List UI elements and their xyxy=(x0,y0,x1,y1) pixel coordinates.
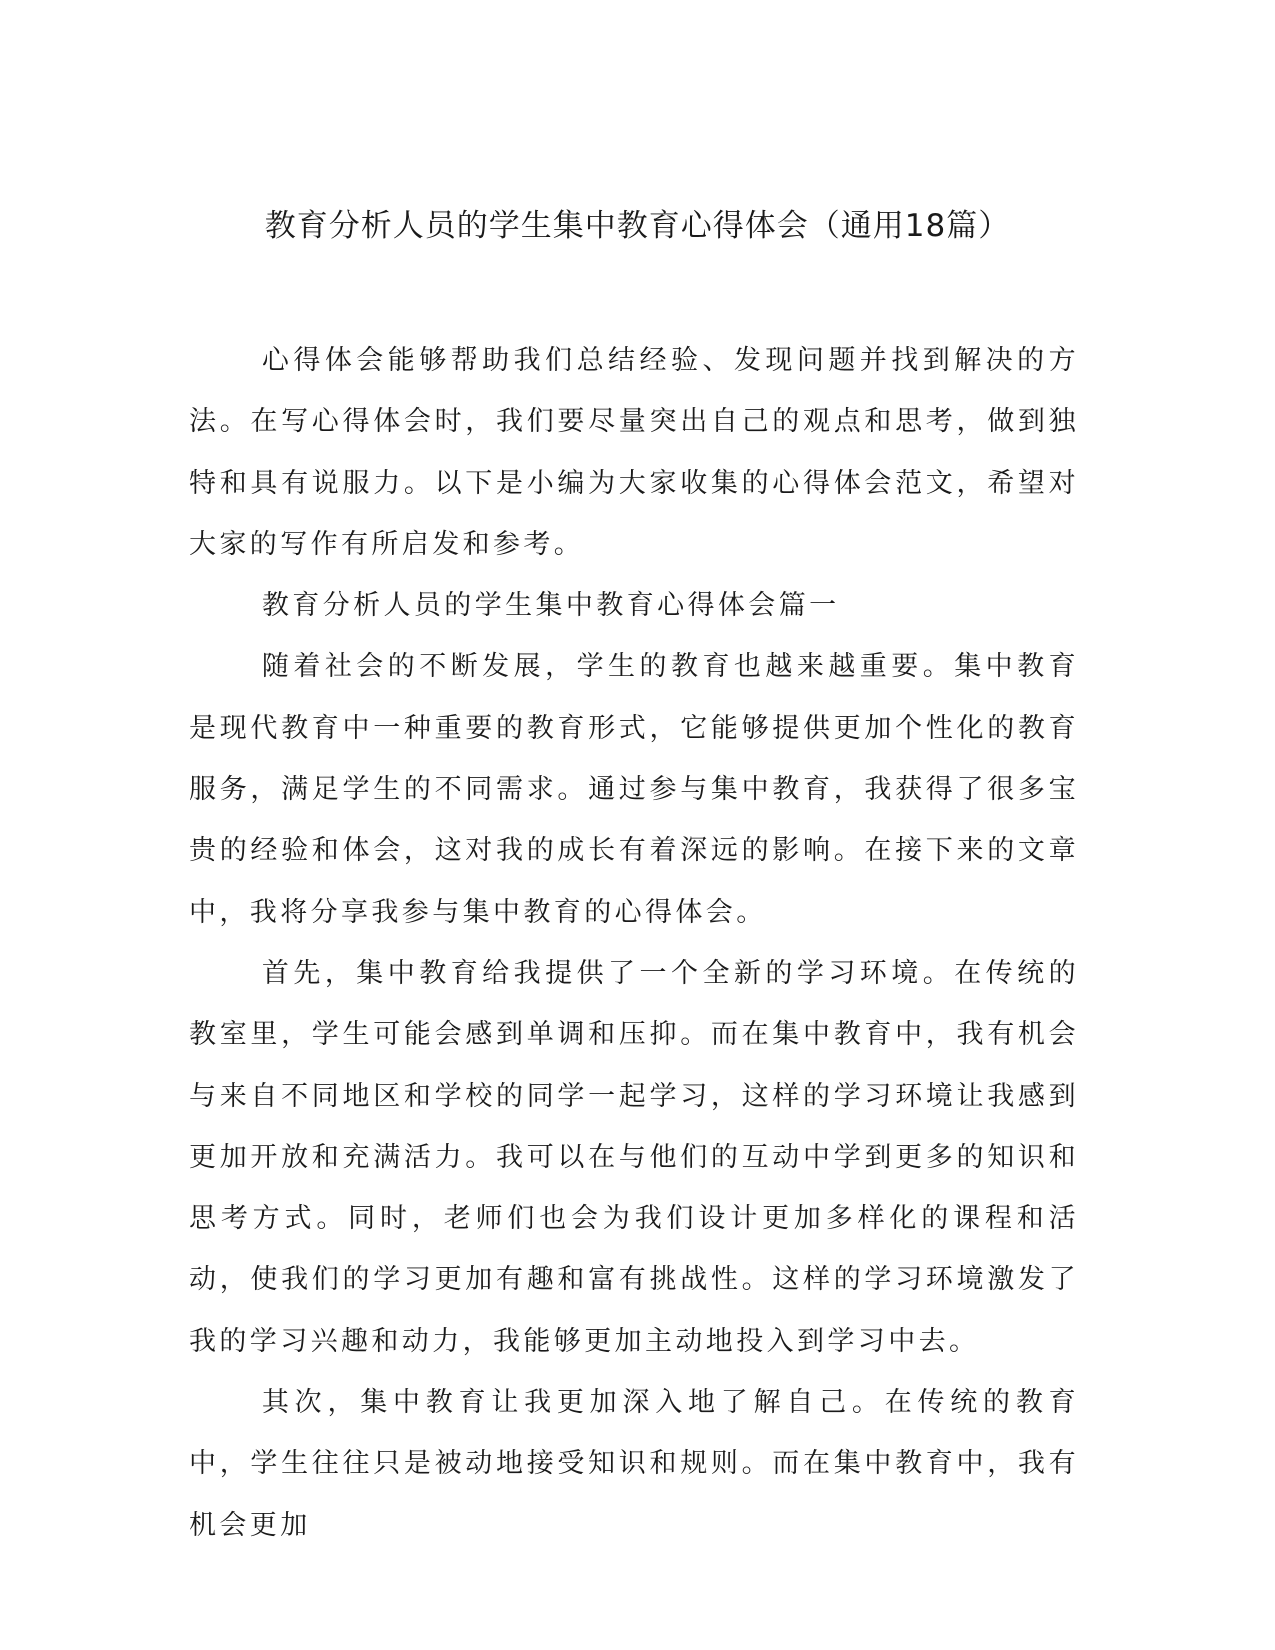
paragraph-3: 其次，集中教育让我更加深入地了解自己。在传统的教育中，学生往往只是被动地接受知识和规则。而在集中教育中，我有机会更加 xyxy=(189,1387,1079,1541)
paragraph-2: 首先，集中教育给我提供了一个全新的学习环境。在传统的教室里，学生可能会感到单调和压抑。而在集中教育中，我有机会与来自不同地区和学校的同学一起学习，这样的学习环境让我感到更加开放和充满活力。我可以在与他们的互动中学到更多的知识和思考方式。同时，老师们也会为我们设计更加多样化的课程和活动，使我们的学习更加有趣和富有挑战性。这样的学习环境激发了我的学习兴趣和动力，我能够更加主动地投入到学习中去。 xyxy=(189,957,1079,1357)
paragraph-intro: 心得体会能够帮助我们总结经验、发现问题并找到解决的方法。在写心得体会时，我们要尽量突出自己的观点和思考，做到独特和具有说服力。以下是小编为大家收集的心得体会范文，希望对大家的写作有所启发和参考。 xyxy=(189,345,1079,560)
document-title: 教育分析人员的学生集中教育心得体会（通用18篇） xyxy=(264,208,1011,244)
section-heading: 教育分析人员的学生集中教育心得体会篇一 xyxy=(261,590,840,622)
paragraph-1: 随着社会的不断发展，学生的教育也越来越重要。集中教育是现代教育中一种重要的教育形式，它能够提供更加个性化的教育服务，满足学生的不同需求。通过参与集中教育，我获得了很多宝贵的经验和体会，这对我的成长有着深远的影响。在接下来的文章中，我将分享我参与集中教育的心得体会。 xyxy=(189,651,1079,928)
document-body xyxy=(189,330,1079,1556)
